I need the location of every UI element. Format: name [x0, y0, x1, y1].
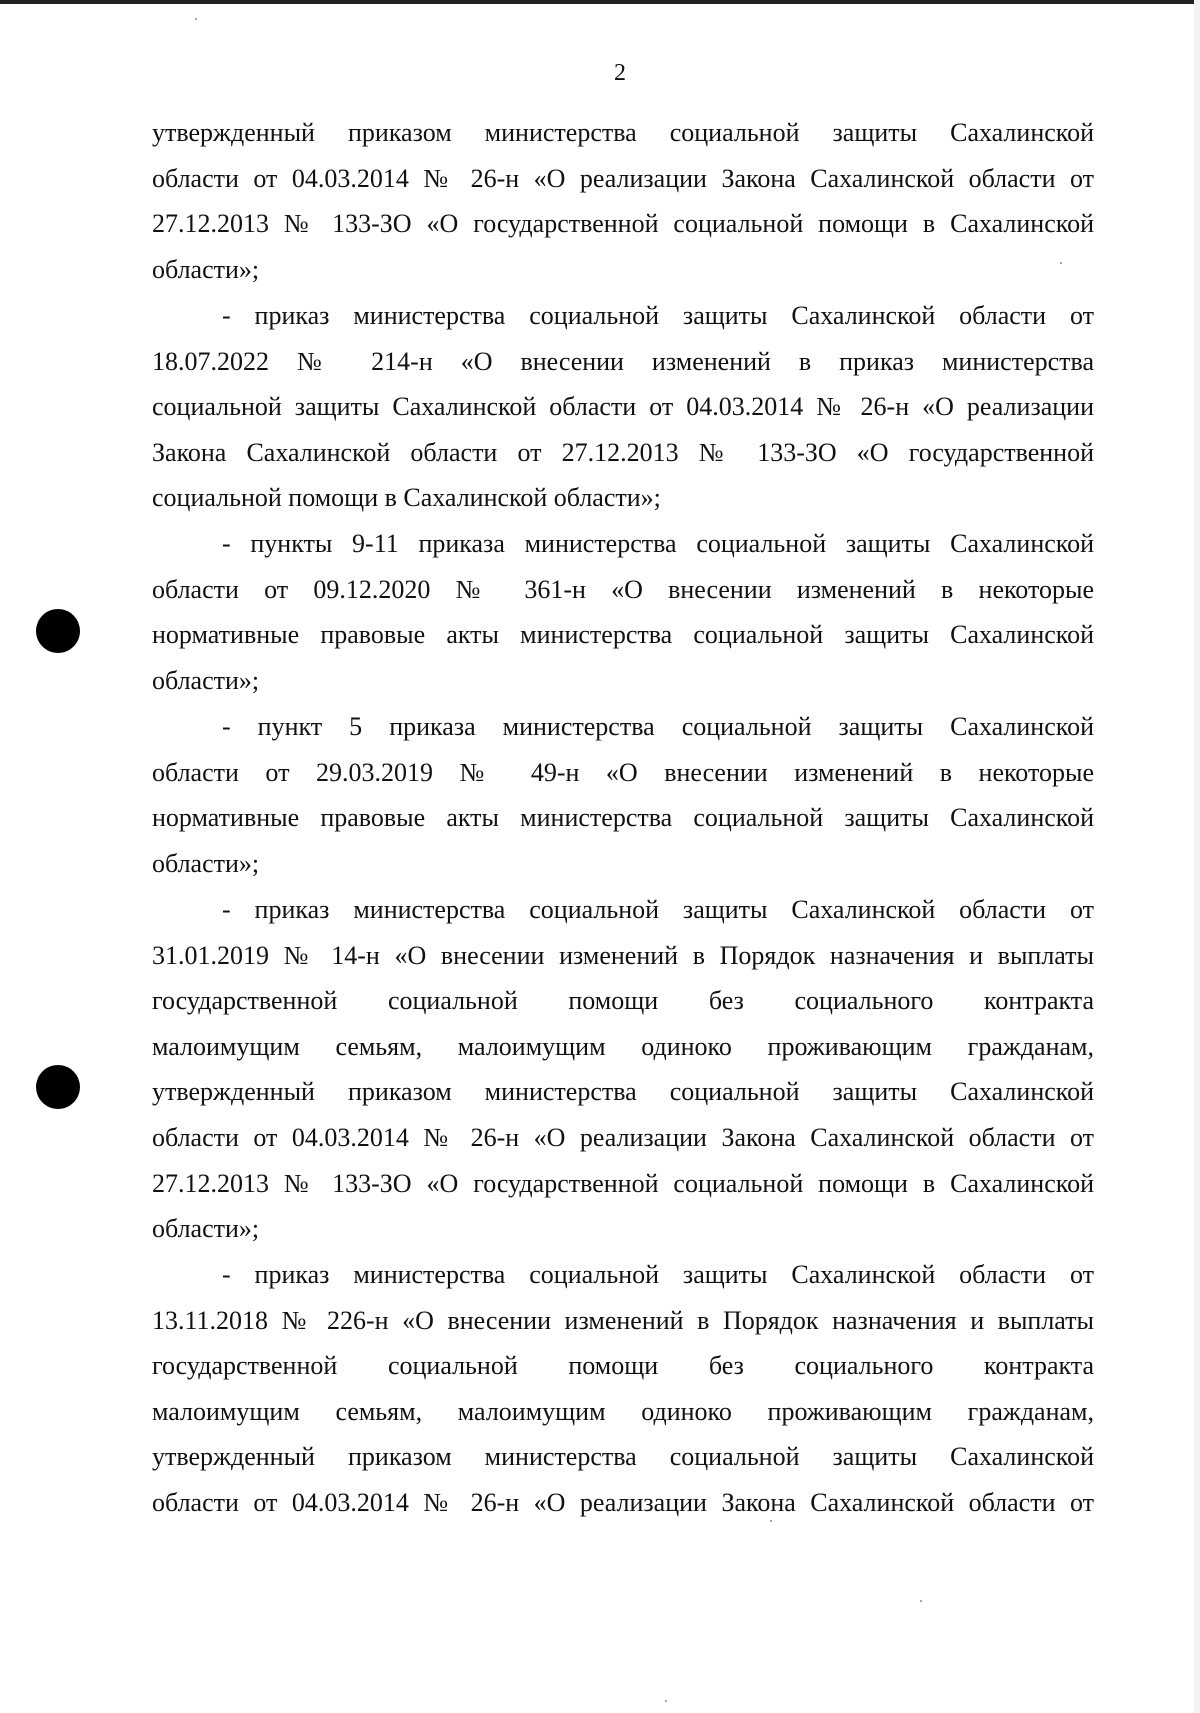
paragraph-line: - пункт 5 приказа министерства социальной защиты Сахалинской: [222, 712, 1094, 741]
scan-speck: [770, 1520, 772, 1522]
paragraph-line: нормативные правовые акты министерства социальной защиты Сахалинской: [152, 803, 1094, 833]
scan-edge-right: [1194, 0, 1200, 1713]
paragraph-line: области от 04.03.2014 № 26-н «О реализации Закона Сахалинской области от: [152, 1122, 1094, 1152]
paragraph-line: области от 09.12.2020 № 361-н «О внесении изменений в некоторые: [152, 574, 1094, 604]
scan-speck: [195, 18, 197, 20]
paragraph-4: [152, 704, 1094, 886]
paragraph-line: малоимущим семьям, малоимущим одиноко проживающим гражданам,: [152, 1031, 1094, 1061]
paragraph-line: государственной социальной помощи без социального контракта: [152, 1351, 1094, 1381]
paragraph-line: 18.07.2022 № 214-н «О внесении изменений в приказ министерства: [152, 346, 1094, 376]
paragraph-2: [152, 293, 1094, 521]
scan-edge-top: [0, 0, 1200, 4]
scan-speck: [665, 1700, 667, 1702]
paragraph-line: области от 04.03.2014 № 26-н «О реализации Закона Сахалинской области от: [152, 1487, 1094, 1517]
paragraph-line: области»;: [152, 254, 260, 284]
scan-speck: [920, 1600, 922, 1602]
scan-speck: [1060, 262, 1062, 264]
paragraph-line: области от 29.03.2019 № 49-н «О внесении изменений в некоторые: [152, 757, 1094, 787]
paragraph-line: области»;: [152, 1214, 260, 1244]
paragraph-line: 13.11.2018 № 226-н «О внесении изменений в Порядок назначения и выплаты: [152, 1305, 1094, 1335]
paragraph-line: - приказ министерства социальной защиты Сахалинской области от: [222, 301, 1094, 330]
paragraph-line: области»;: [152, 848, 260, 878]
paragraph-line: социальной помощи в Сахалинской области»;: [152, 483, 661, 513]
paragraph-line: - приказ министерства социальной защиты Сахалинской области от: [222, 895, 1094, 924]
punch-hole-lower: [36, 1065, 80, 1109]
paragraph-line: 27.12.2013 № 133-ЗО «О государственной социальной помощи в Сахалинской: [152, 1168, 1094, 1198]
paragraph-line: нормативные правовые акты министерства социальной защиты Сахалинской: [152, 620, 1094, 650]
paragraph-3: [152, 521, 1094, 703]
paragraph-line: социальной защиты Сахалинской области от 04.03.2014 № 26-н «О реализации: [152, 392, 1094, 422]
paragraph-line: государственной социальной помощи без социального контракта: [152, 986, 1094, 1016]
punch-hole-upper: [36, 609, 80, 653]
paragraph-line: области»;: [152, 665, 260, 695]
paragraph-line: малоимущим семьям, малоимущим одиноко проживающим гражданам,: [152, 1396, 1094, 1426]
page-number: 2: [614, 60, 626, 86]
paragraph-line: утвержденный приказом министерства социальной защиты Сахалинской: [152, 1442, 1094, 1472]
paragraph-line: - приказ министерства социальной защиты Сахалинской области от: [222, 1260, 1094, 1289]
paragraph-5: [152, 887, 1094, 1252]
paragraph-1: [152, 110, 1094, 292]
paragraph-line: Закона Сахалинской области от 27.12.2013 № 133-ЗО «О государственной: [152, 437, 1094, 467]
paragraph-line: области от 04.03.2014 № 26-н «О реализации Закона Сахалинской области от: [152, 163, 1094, 193]
paragraph-line: 27.12.2013 № 133-ЗО «О государственной социальной помощи в Сахалинской: [152, 209, 1094, 239]
paragraph-line: утвержденный приказом министерства социальной защиты Сахалинской: [152, 118, 1094, 147]
paragraph-line: - пункты 9-11 приказа министерства социальной защиты Сахалинской: [222, 529, 1094, 558]
paragraph-line: 31.01.2019 № 14-н «О внесении изменений в Порядок назначения и выплаты: [152, 940, 1094, 970]
paragraph-6: [152, 1252, 1094, 1526]
paragraph-line: утвержденный приказом министерства социальной защиты Сахалинской: [152, 1077, 1094, 1107]
